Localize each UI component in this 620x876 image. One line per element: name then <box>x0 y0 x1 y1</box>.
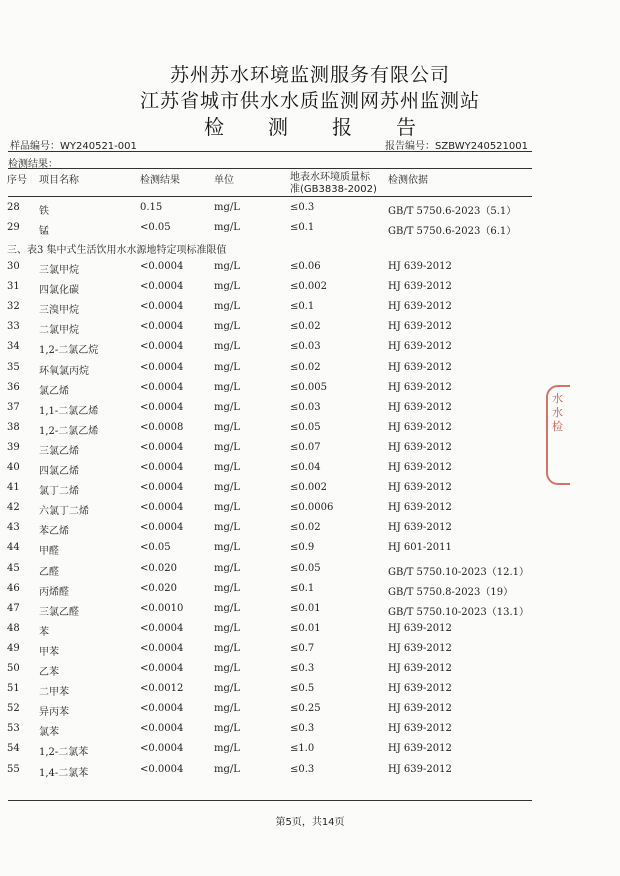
col-seq-header: 序号 <box>7 175 27 186</box>
method-cell: HJ 639-2012 <box>388 763 452 775</box>
col-standard-header <box>290 172 377 196</box>
table-row <box>0 502 620 522</box>
result-cell: <0.0004 <box>140 462 184 473</box>
table-row <box>0 623 620 643</box>
result-cell: <0.0004 <box>140 703 184 715</box>
method-cell: HJ 639-2012 <box>388 421 452 433</box>
seq-cell: 28 <box>7 202 20 213</box>
name-cell: 三溴甲烷 <box>39 305 79 317</box>
standard-cell: ≤0.002 <box>290 482 328 494</box>
method-cell: HJ 639-2012 <box>388 301 452 313</box>
result-cell: <0.0008 <box>140 421 184 433</box>
unit-cell: mg/L <box>214 723 240 735</box>
result-cell: <0.0004 <box>140 622 184 634</box>
standard-cell: ≤0.3 <box>290 723 315 735</box>
col-name-header: 项目名称 <box>39 175 79 186</box>
seal-lettering: 水水检 <box>552 392 563 433</box>
method-cell: HJ 639-2012 <box>388 281 452 293</box>
unit-cell: mg/L <box>214 522 240 534</box>
table-row <box>0 764 620 784</box>
name-cell: 三氯乙醛 <box>39 606 79 618</box>
table-row <box>0 703 620 723</box>
top-divider <box>8 151 532 152</box>
name-cell: 铁 <box>39 206 49 217</box>
table-row <box>0 683 620 703</box>
header-top-divider <box>8 168 532 169</box>
unit-cell: mg/L <box>214 602 240 614</box>
name-cell: 1,2-二氯苯 <box>39 747 89 759</box>
col-result-header: 检测结果 <box>140 175 180 186</box>
seq-cell: 33 <box>7 321 20 333</box>
result-cell: <0.0004 <box>140 361 184 373</box>
standard-cell: ≤0.03 <box>290 341 321 353</box>
unit-cell: mg/L <box>214 743 240 755</box>
method-cell: HJ 639-2012 <box>388 462 452 473</box>
unit-cell: mg/L <box>214 642 240 654</box>
standard-cell: ≤0.7 <box>290 642 315 654</box>
unit-cell: mg/L <box>214 683 240 695</box>
seq-cell: 48 <box>7 622 20 634</box>
method-cell: HJ 639-2012 <box>388 502 452 514</box>
standard-cell: ≤0.005 <box>290 381 328 393</box>
seq-cell: 50 <box>7 663 20 674</box>
name-cell: 四氯化碳 <box>39 285 79 297</box>
standard-cell: ≤0.05 <box>290 421 321 433</box>
unit-cell: mg/L <box>214 763 240 775</box>
table-row <box>0 202 620 222</box>
seq-cell: 46 <box>7 582 20 594</box>
result-cell: <0.0004 <box>140 401 184 413</box>
method-cell: HJ 639-2012 <box>388 622 452 634</box>
method-cell: HJ 639-2012 <box>388 361 452 373</box>
result-cell: <0.0004 <box>140 482 184 494</box>
name-cell: 乙苯 <box>39 667 59 678</box>
unit-cell: mg/L <box>214 421 240 433</box>
standard-cell: ≤0.0006 <box>290 502 334 514</box>
sample-number: 样品编号：WY240521-001 <box>10 141 137 152</box>
method-cell: GB/T 5750.6-2023（6.1） <box>388 226 517 237</box>
name-cell: 1,2-二氯乙烷 <box>39 345 99 357</box>
name-cell: 环氧氯丙烷 <box>39 365 89 377</box>
result-cell: <0.0004 <box>140 261 184 272</box>
result-cell: <0.0004 <box>140 301 184 313</box>
table-row <box>0 261 620 281</box>
method-cell: HJ 639-2012 <box>388 482 452 494</box>
seq-cell: 30 <box>7 261 20 272</box>
seq-cell: 34 <box>7 341 20 353</box>
result-cell: <0.0004 <box>140 642 184 654</box>
table-row <box>0 362 620 382</box>
standard-cell: ≤0.25 <box>290 703 321 715</box>
method-cell: HJ 601-2011 <box>388 542 452 554</box>
method-cell: GB/T 5750.8-2023（19） <box>388 586 514 598</box>
unit-cell: mg/L <box>214 361 240 373</box>
method-cell: HJ 639-2012 <box>388 743 452 755</box>
result-cell: <0.0004 <box>140 321 184 333</box>
seq-cell: 32 <box>7 301 20 313</box>
unit-cell: mg/L <box>214 441 240 453</box>
table-row <box>0 663 620 683</box>
result-cell: <0.05 <box>140 222 171 233</box>
name-cell: 氯苯 <box>39 727 59 739</box>
unit-cell: mg/L <box>214 542 240 554</box>
name-cell: 1,1-二氯乙烯 <box>39 405 99 417</box>
seq-cell: 55 <box>7 763 20 775</box>
name-cell: 二甲苯 <box>39 687 69 699</box>
seq-cell: 37 <box>7 401 20 413</box>
result-cell: <0.0004 <box>140 522 184 534</box>
standard-cell: ≤1.0 <box>290 743 315 755</box>
result-cell: <0.0004 <box>140 381 184 393</box>
method-cell: HJ 639-2012 <box>388 401 452 413</box>
col-unit-header: 单位 <box>214 175 234 186</box>
result-cell: <0.020 <box>140 582 178 594</box>
section-3-title: 三、表3 集中式生活饮用水水源地特定项标准限值 <box>7 245 227 256</box>
seq-cell: 43 <box>7 522 20 534</box>
unit-cell: mg/L <box>214 562 240 574</box>
seq-cell: 29 <box>7 222 20 233</box>
name-cell: 1,2-二氯乙烯 <box>39 425 99 437</box>
standard-cell: ≤0.02 <box>290 522 321 534</box>
name-cell: 丙烯醛 <box>39 586 69 598</box>
col-method-header: 检测依据 <box>388 175 428 186</box>
standard-cell: ≤0.04 <box>290 462 321 473</box>
report-number: 报告编号：SZBWY240521001 <box>385 141 528 152</box>
name-cell: 二氯甲烷 <box>39 325 79 337</box>
standard-cell: ≤0.3 <box>290 763 315 775</box>
method-cell: HJ 639-2012 <box>388 261 452 272</box>
name-cell: 三氯甲烷 <box>39 265 79 276</box>
method-cell: HJ 639-2012 <box>388 321 452 333</box>
seq-cell: 38 <box>7 421 20 433</box>
name-cell: 乙醛 <box>39 566 59 578</box>
unit-cell: mg/L <box>214 582 240 594</box>
standard-cell: ≤0.002 <box>290 281 328 293</box>
col-standard-header-line2: 准(GB3838-2002) <box>290 184 377 195</box>
name-cell: 六氯丁二烯 <box>39 506 89 518</box>
result-cell: <0.0004 <box>140 743 184 755</box>
result-cell: <0.0004 <box>140 441 184 453</box>
unit-cell: mg/L <box>214 281 240 293</box>
result-cell: <0.0004 <box>140 663 184 674</box>
name-cell: 苯 <box>39 626 49 638</box>
table-row <box>0 563 620 583</box>
col-standard-header-line1: 地表水环境质量标 <box>290 172 370 183</box>
table-row <box>0 321 620 341</box>
table-row <box>0 301 620 321</box>
table-row <box>0 723 620 743</box>
name-cell: 1,4-二氯苯 <box>39 767 89 779</box>
results-label: 检测结果： <box>8 159 58 170</box>
result-cell: 0.15 <box>140 202 163 213</box>
unit-cell: mg/L <box>214 321 240 333</box>
table-row <box>0 482 620 502</box>
standard-cell: ≤0.01 <box>290 622 321 634</box>
page-footer: 第5页，共14页 <box>275 817 345 828</box>
station-name: 江苏省城市供水水质监测网苏州监测站 <box>139 90 480 112</box>
name-cell: 甲醛 <box>39 546 59 558</box>
name-cell: 三氯乙烯 <box>39 445 79 457</box>
seq-cell: 47 <box>7 602 20 614</box>
name-cell: 苯乙烯 <box>39 526 69 538</box>
table-row <box>0 382 620 402</box>
table-row <box>0 281 620 301</box>
standard-cell: ≤0.1 <box>290 301 315 313</box>
result-cell: <0.0004 <box>140 723 184 735</box>
seq-cell: 49 <box>7 642 20 654</box>
unit-cell: mg/L <box>214 222 240 233</box>
standard-cell: ≤0.9 <box>290 542 315 554</box>
standard-cell: ≤0.02 <box>290 321 321 333</box>
table-row <box>0 542 620 562</box>
seq-cell: 40 <box>7 462 20 473</box>
name-cell: 氯丁二烯 <box>39 486 79 498</box>
method-cell: HJ 639-2012 <box>388 683 452 695</box>
seq-cell: 53 <box>7 723 20 735</box>
method-cell: HJ 639-2012 <box>388 642 452 654</box>
seq-cell: 41 <box>7 482 20 494</box>
table-row <box>0 743 620 763</box>
table-row <box>0 422 620 442</box>
method-cell: GB/T 5750.6-2023（5.1） <box>388 206 517 217</box>
method-cell: HJ 639-2012 <box>388 703 452 715</box>
unit-cell: mg/L <box>214 341 240 353</box>
standard-cell: ≤0.01 <box>290 602 321 614</box>
method-cell: HJ 639-2012 <box>388 723 452 735</box>
result-cell: <0.0012 <box>140 683 184 695</box>
table-row <box>0 643 620 663</box>
unit-cell: mg/L <box>214 401 240 413</box>
method-cell: HJ 639-2012 <box>388 381 452 393</box>
method-cell: GB/T 5750.10-2023（13.1） <box>388 606 530 618</box>
table-row <box>0 603 620 623</box>
name-cell: 锰 <box>39 226 49 237</box>
unit-cell: mg/L <box>214 482 240 494</box>
result-cell: <0.0004 <box>140 763 184 775</box>
unit-cell: mg/L <box>214 261 240 272</box>
standard-cell: ≤0.06 <box>290 261 321 272</box>
seq-cell: 39 <box>7 441 20 453</box>
table-row <box>0 222 620 242</box>
table-row <box>0 583 620 603</box>
unit-cell: mg/L <box>214 622 240 634</box>
standard-cell: ≤0.5 <box>290 683 315 695</box>
seq-cell: 52 <box>7 703 20 715</box>
method-cell: HJ 639-2012 <box>388 663 452 674</box>
standard-cell: ≤0.3 <box>290 663 315 674</box>
unit-cell: mg/L <box>214 381 240 393</box>
result-cell: <0.05 <box>140 542 171 554</box>
seq-cell: 42 <box>7 502 20 514</box>
method-cell: GB/T 5750.10-2023（12.1） <box>388 566 530 578</box>
unit-cell: mg/L <box>214 462 240 473</box>
seq-cell: 35 <box>7 361 20 373</box>
result-cell: <0.0004 <box>140 341 184 353</box>
standard-cell: ≤0.05 <box>290 562 321 574</box>
table-row <box>0 442 620 462</box>
seq-cell: 45 <box>7 562 20 574</box>
name-cell: 氯乙烯 <box>39 385 69 397</box>
seq-cell: 51 <box>7 683 20 695</box>
standard-cell: ≤0.07 <box>290 441 321 453</box>
header-bottom-divider <box>8 196 532 197</box>
standard-cell: ≤0.02 <box>290 361 321 373</box>
method-cell: HJ 639-2012 <box>388 441 452 453</box>
result-cell: <0.0004 <box>140 281 184 293</box>
unit-cell: mg/L <box>214 202 240 213</box>
standard-cell: ≤0.1 <box>290 582 315 594</box>
name-cell: 四氯乙烯 <box>39 466 79 477</box>
result-cell: <0.0010 <box>140 602 184 614</box>
seq-cell: 54 <box>7 743 20 755</box>
table-row <box>0 341 620 361</box>
seq-cell: 31 <box>7 281 20 293</box>
table-row <box>0 462 620 482</box>
table-row <box>0 402 620 422</box>
seq-cell: 44 <box>7 542 20 554</box>
report-title: 检测报告 <box>204 115 460 139</box>
unit-cell: mg/L <box>214 301 240 313</box>
company-name: 苏州苏水环境监测服务有限公司 <box>169 64 450 86</box>
unit-cell: mg/L <box>214 502 240 514</box>
result-cell: <0.020 <box>140 562 178 574</box>
table-row <box>0 522 620 542</box>
result-cell: <0.0004 <box>140 502 184 514</box>
name-cell: 异丙苯 <box>39 707 69 719</box>
name-cell: 甲苯 <box>39 646 59 658</box>
unit-cell: mg/L <box>214 663 240 674</box>
standard-cell: ≤0.3 <box>290 202 315 213</box>
method-cell: HJ 639-2012 <box>388 522 452 534</box>
standard-cell: ≤0.1 <box>290 222 315 233</box>
table-bottom-divider <box>8 800 532 801</box>
standard-cell: ≤0.03 <box>290 401 321 413</box>
unit-cell: mg/L <box>214 703 240 715</box>
seq-cell: 36 <box>7 381 20 393</box>
method-cell: HJ 639-2012 <box>388 341 452 353</box>
